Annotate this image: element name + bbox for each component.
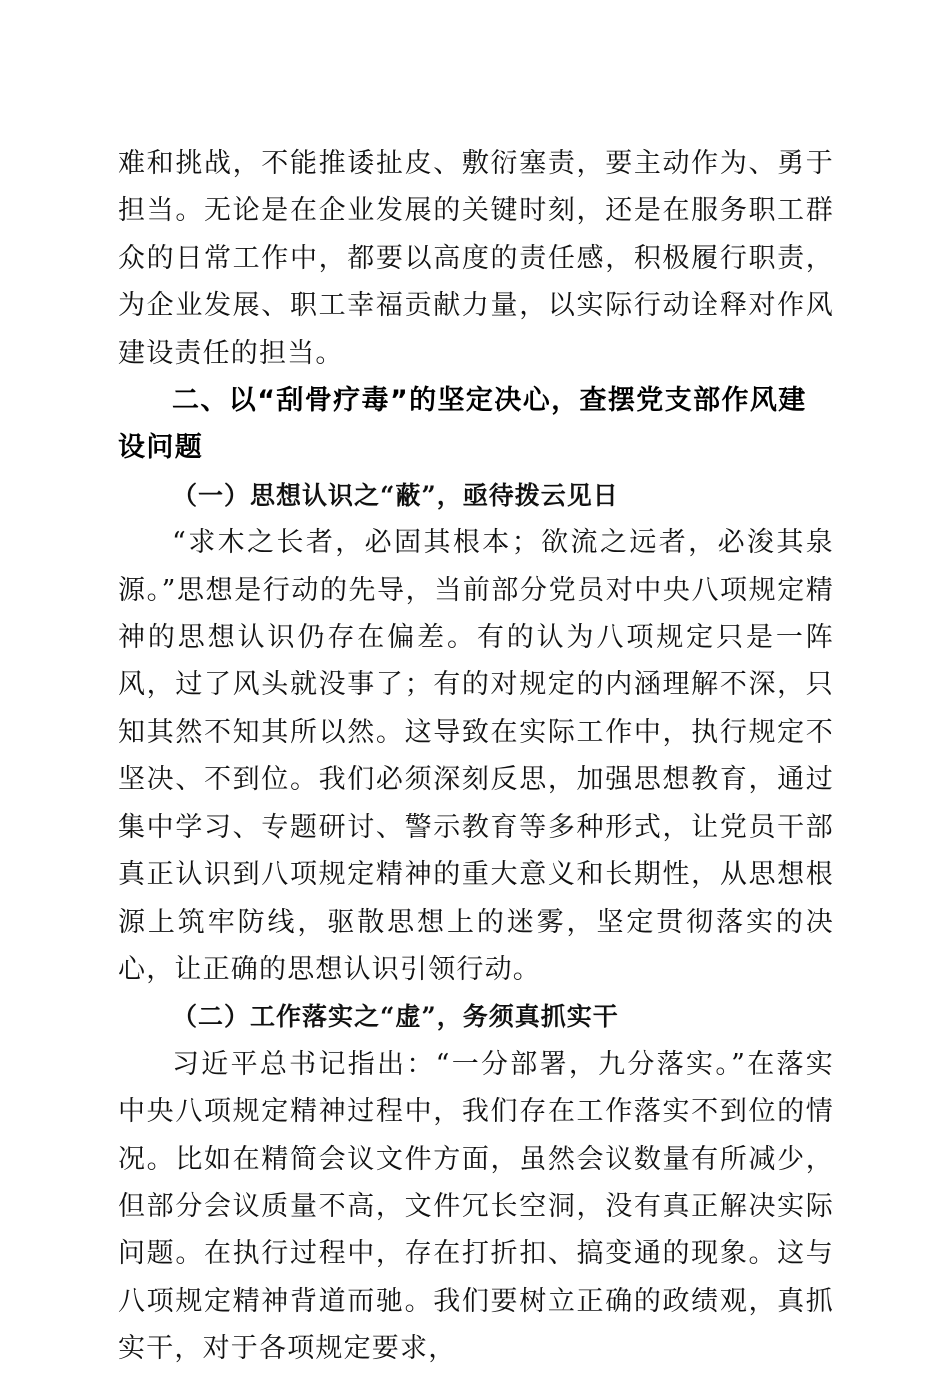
subsection-heading-2: （二）工作落实之“虚”，务须真抓实干 <box>172 1002 619 1032</box>
subsection-heading-1: （一）思想认识之“蔽”，亟待拨云见日 <box>172 480 619 510</box>
paragraph-work-implementation: 习近平总书记指出：“一分部署，九分落实。”在落实中央八项规定精神过程中，我们存在工作落实不到位的情况。比如在精简会议文件方面，虽然会议数量有所减少，但部分会议质量不高，文件冗长空洞，没有真正解决实际问题。在执行过程中，存在打折扣、搞变通的现象。这与八项规定精神背道而驰。我们要树立正确的政绩观，真抓实干，对于各项规定要求， <box>118 1048 834 1365</box>
section-heading-2: 二、以“刮骨疗毒”的坚定决心，查摆党支部作风建设问题 <box>118 385 807 464</box>
document-body <box>118 140 834 1373</box>
paragraph-continuation: 难和挑战，不能推诿扯皮、敷衍塞责，要主动作为、勇于担当。无论是在企业发展的关键时刻，还是在服务职工群众的日常工作中，都要以高度的责任感，积极履行职责，为企业发展、职工幸福贡献力量，以实际行动诠释对作风建设责任的担当。 <box>118 148 834 369</box>
paragraph-thought-awareness: “求木之长者，必固其根本；欲流之远者，必浚其泉源。”思想是行动的先导，当前部分党员对中央八项规定精神的思想认识仍存在偏差。有的认为八项规定只是一阵风，过了风头就没事了；有的对规定的内涵理解不深，只知其然不知其所以然。这导致在实际工作中，执行规定不坚决、不到位。我们必须深刻反思，加强思想教育，通过集中学习、专题研讨、警示教育等多种形式，让党员干部真正认识到八项规定精神的重大意义和长期性，从思想根源上筑牢防线，驱散思想上的迷雾，坚定贯彻落实的决心，让正确的思想认识引领行动。 <box>118 527 834 985</box>
